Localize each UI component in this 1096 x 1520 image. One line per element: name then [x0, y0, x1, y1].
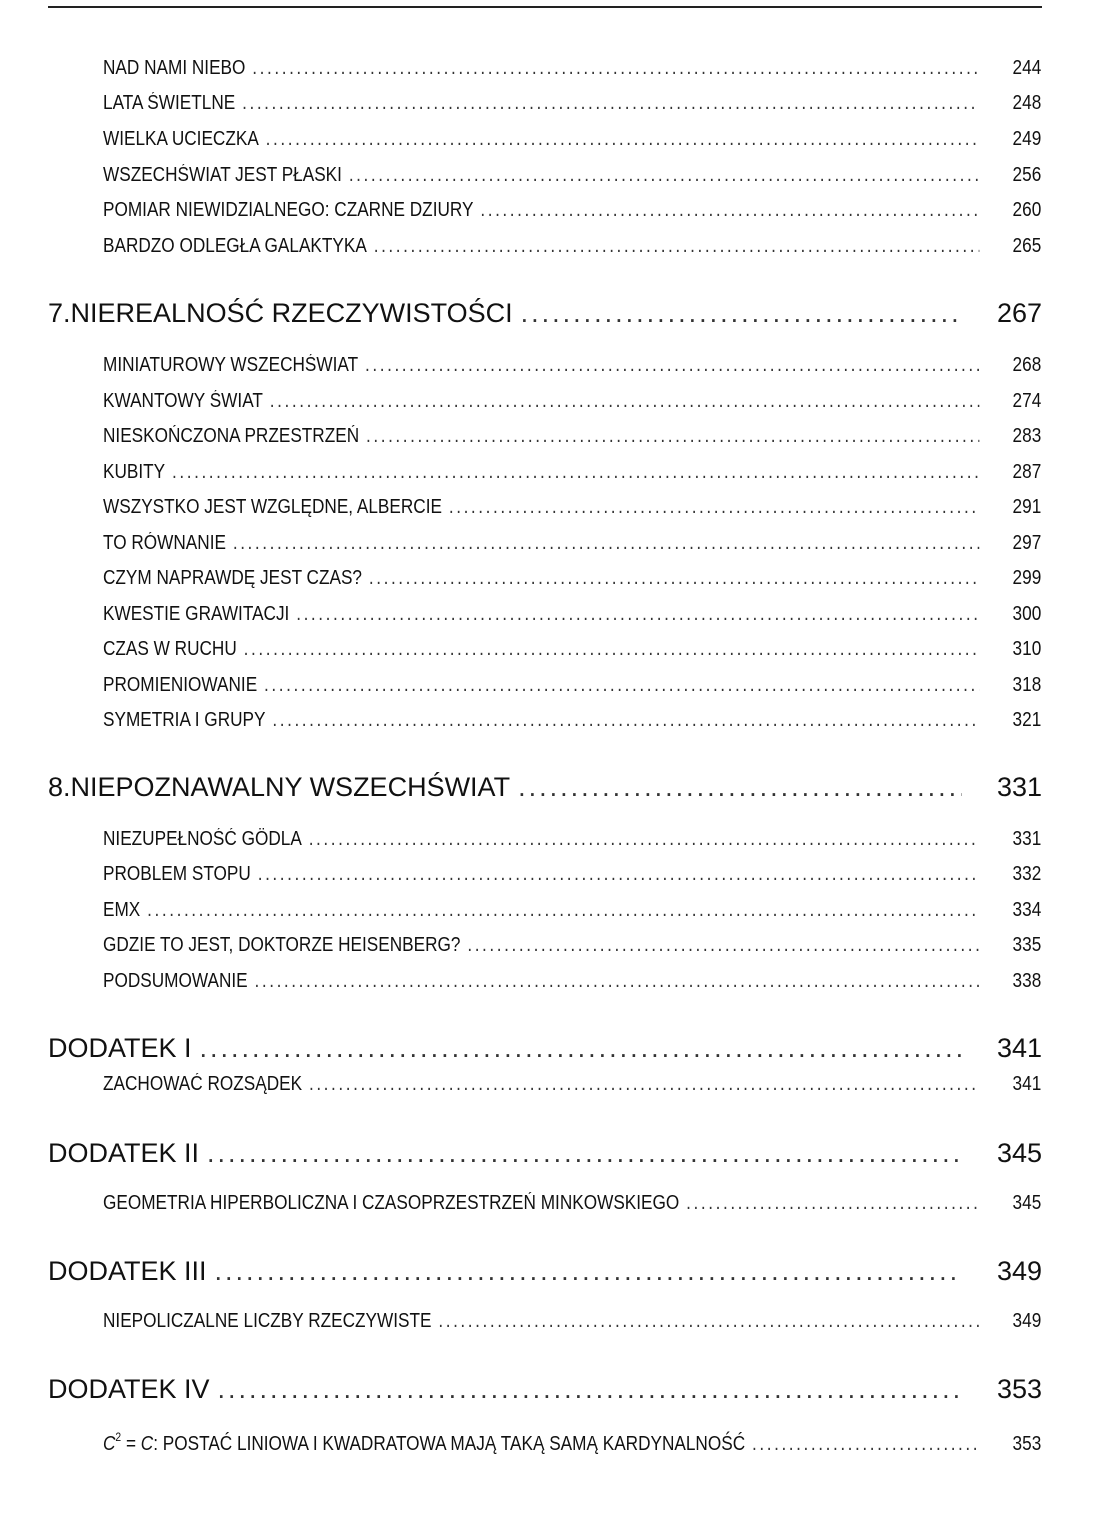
dot-leader	[309, 1073, 979, 1096]
appendix-page: 349	[996, 1256, 1042, 1286]
entry-page: 283	[1012, 425, 1042, 447]
toc-entry[interactable]	[103, 863, 1041, 886]
toc-entry[interactable]	[103, 92, 1041, 115]
dot-leader	[233, 532, 980, 555]
toc-entry[interactable]	[103, 390, 1041, 413]
toc-appendix-3[interactable]	[48, 1256, 1042, 1287]
entry-page: 341	[1012, 1073, 1042, 1095]
toc-entry[interactable]	[103, 1192, 1041, 1215]
entry-page: 338	[1012, 970, 1042, 992]
toc-entry[interactable]	[103, 970, 1041, 993]
entry-title: WSZYSTKO JEST WZGLĘDNE, ALBERCIE	[103, 496, 442, 518]
appendix-title: DODATEK IV	[48, 1374, 210, 1404]
entry-title: ZACHOWAĆ ROZSĄDEK	[103, 1073, 303, 1095]
dot-leader	[270, 390, 980, 413]
toc-entry[interactable]	[103, 461, 1041, 484]
entry-page: 310	[1012, 638, 1042, 660]
dot-leader	[244, 638, 980, 661]
dot-leader	[365, 354, 979, 377]
top-rule	[48, 6, 1042, 8]
entry-title: KWANTOWY ŚWIAT	[103, 390, 263, 412]
toc-entry[interactable]	[103, 1073, 1041, 1096]
entry-page: 349	[1012, 1310, 1042, 1332]
entry-page: 334	[1012, 899, 1042, 921]
entry-page: 248	[1012, 92, 1042, 114]
entry-title: MINIATUROWY WSZECHŚWIAT	[103, 354, 359, 376]
entry-title: WSZECHŚWIAT JEST PŁASKI	[103, 164, 342, 186]
chapter-page: 331	[996, 772, 1042, 802]
chapter-page: 267	[996, 298, 1042, 328]
dot-leader	[215, 1256, 962, 1287]
appendix-page: 345	[996, 1138, 1042, 1168]
entry-title: POMIAR NIEWIDZIALNEGO: CZARNE DZIURY	[103, 199, 474, 221]
toc-appendix-1[interactable]	[48, 1033, 1042, 1064]
toc-entry[interactable]	[103, 603, 1041, 626]
entry-page: 260	[1012, 199, 1042, 221]
entry-page: 353	[1012, 1433, 1042, 1455]
dot-leader	[172, 461, 979, 484]
dot-leader	[272, 709, 979, 732]
entry-title: BARDZO ODLEGŁA GALAKTYKA	[103, 235, 367, 257]
dot-leader	[449, 496, 979, 519]
entry-page: 291	[1012, 496, 1042, 518]
chapter-number: 7.	[48, 298, 71, 328]
dot-leader	[258, 863, 980, 886]
dot-leader	[266, 128, 980, 151]
toc-entry[interactable]	[103, 899, 1041, 922]
dot-leader	[686, 1192, 979, 1215]
entry-title: EMX	[103, 899, 141, 921]
formula-equals: =	[121, 1433, 141, 1455]
chapter-number: 8.	[48, 772, 71, 802]
toc-entry[interactable]	[103, 934, 1041, 957]
dot-leader	[369, 567, 979, 590]
entry-title: CZYM NAPRAWDĘ JEST CZAS?	[103, 567, 362, 589]
dot-leader	[252, 57, 979, 80]
entry-title	[103, 1430, 752, 1456]
toc-entry[interactable]	[103, 199, 1041, 222]
toc-entry[interactable]	[103, 674, 1041, 697]
entry-title: NIEPOLICZALNE LICZBY RZECZYWISTE	[103, 1310, 432, 1332]
entry-title: KUBITY	[103, 461, 166, 483]
entry-page: 332	[1012, 863, 1042, 885]
dot-leader	[264, 674, 979, 697]
toc-entry[interactable]	[103, 1310, 1041, 1333]
entry-title: PODSUMOWANIE	[103, 970, 248, 992]
entry-title: KWESTIE GRAWITACJI	[103, 603, 290, 625]
toc-entry[interactable]	[103, 164, 1041, 187]
dot-leader	[518, 772, 962, 803]
dot-leader	[349, 164, 980, 187]
appendix-title: DODATEK II	[48, 1138, 200, 1168]
entry-title: PROMIENIOWANIE	[103, 674, 258, 696]
entry-page: 274	[1012, 390, 1042, 412]
entry-title: CZAS W RUCHU	[103, 638, 237, 660]
dot-leader	[207, 1138, 962, 1169]
dot-leader	[242, 92, 979, 115]
entry-page: 299	[1012, 567, 1042, 589]
entry-title: SYMETRIA I GRUPY	[103, 709, 266, 731]
toc-entry[interactable]	[103, 354, 1041, 377]
entry-title-text: : POSTAĆ LINIOWA I KWADRATOWA MAJĄ TAKĄ SAMĄ KARDYNALNOŚĆ	[153, 1433, 746, 1455]
toc-entry[interactable]	[103, 496, 1041, 519]
toc-appendix-2[interactable]	[48, 1138, 1042, 1169]
toc-entry[interactable]	[103, 567, 1041, 590]
entry-page: 256	[1012, 164, 1042, 186]
appendix-page: 341	[996, 1033, 1042, 1063]
toc-entry[interactable]	[103, 235, 1041, 258]
entry-title: PROBLEM STOPU	[103, 863, 251, 885]
entry-page: 268	[1012, 354, 1042, 376]
dot-leader	[147, 899, 979, 922]
toc-appendix-4[interactable]	[48, 1374, 1042, 1405]
chapter-title: NIEREALNOŚĆ RZECZYWISTOŚCI	[70, 298, 513, 328]
entry-page: 318	[1012, 674, 1042, 696]
entry-page: 300	[1012, 603, 1042, 625]
entry-title: TO RÓWNANIE	[103, 532, 226, 554]
entry-page: 345	[1012, 1192, 1042, 1214]
dot-leader	[296, 603, 979, 626]
toc-entry[interactable]	[103, 425, 1041, 448]
appendix-page: 353	[996, 1374, 1042, 1404]
entry-title: NAD NAMI NIEBO	[103, 57, 246, 79]
toc-entry[interactable]	[103, 57, 1041, 80]
entry-page: 265	[1012, 235, 1042, 257]
toc-entry[interactable]	[103, 532, 1041, 555]
entry-title: NIESKOŃCZONA PRZESTRZEŃ	[103, 425, 360, 447]
toc-chapter-7[interactable]	[48, 298, 1042, 329]
dot-leader	[218, 1374, 962, 1405]
chapter-title: NIEPOZNAWALNY WSZECHŚWIAT	[70, 772, 511, 802]
entry-title: LATA ŚWIETLNE	[103, 92, 236, 114]
entry-page: 335	[1012, 934, 1042, 956]
entry-title: NIEZUPEŁNOŚĆ GÖDLA	[103, 828, 302, 850]
entry-title: WIELKA UCIECZKA	[103, 128, 259, 150]
appendix-title: DODATEK III	[48, 1256, 207, 1286]
toc-entry[interactable]	[103, 128, 1041, 151]
dot-leader	[366, 425, 979, 448]
dot-leader	[254, 970, 979, 993]
appendix-title: DODATEK I	[48, 1033, 192, 1063]
toc-chapter-8[interactable]	[48, 772, 1042, 803]
formula-exponent: 2	[115, 1430, 122, 1444]
dot-leader	[438, 1310, 979, 1333]
formula-c2: C	[140, 1433, 154, 1455]
entry-page: 321	[1012, 709, 1042, 731]
dot-leader	[467, 934, 979, 957]
toc-entry[interactable]	[103, 638, 1041, 661]
entry-title: GEOMETRIA HIPERBOLICZNA I CZASOPRZESTRZEŃ MINKOWSKIEGO	[103, 1192, 680, 1214]
toc-entry[interactable]	[103, 1430, 1041, 1456]
dot-leader	[309, 828, 980, 851]
toc-entry[interactable]	[103, 709, 1041, 732]
dot-leader	[374, 235, 980, 258]
dot-leader	[480, 199, 979, 222]
toc-entry[interactable]	[103, 828, 1041, 851]
entry-page: 287	[1012, 461, 1042, 483]
formula-c: C	[103, 1433, 116, 1455]
entry-page: 244	[1012, 57, 1042, 79]
entry-page: 249	[1012, 128, 1042, 150]
dot-leader	[752, 1433, 979, 1456]
entry-title: GDZIE TO JEST, DOKTORZE HEISENBERG?	[103, 934, 461, 956]
entry-page: 331	[1012, 828, 1042, 850]
dot-leader	[200, 1033, 962, 1064]
dot-leader	[521, 298, 962, 329]
entry-page: 297	[1012, 532, 1042, 554]
